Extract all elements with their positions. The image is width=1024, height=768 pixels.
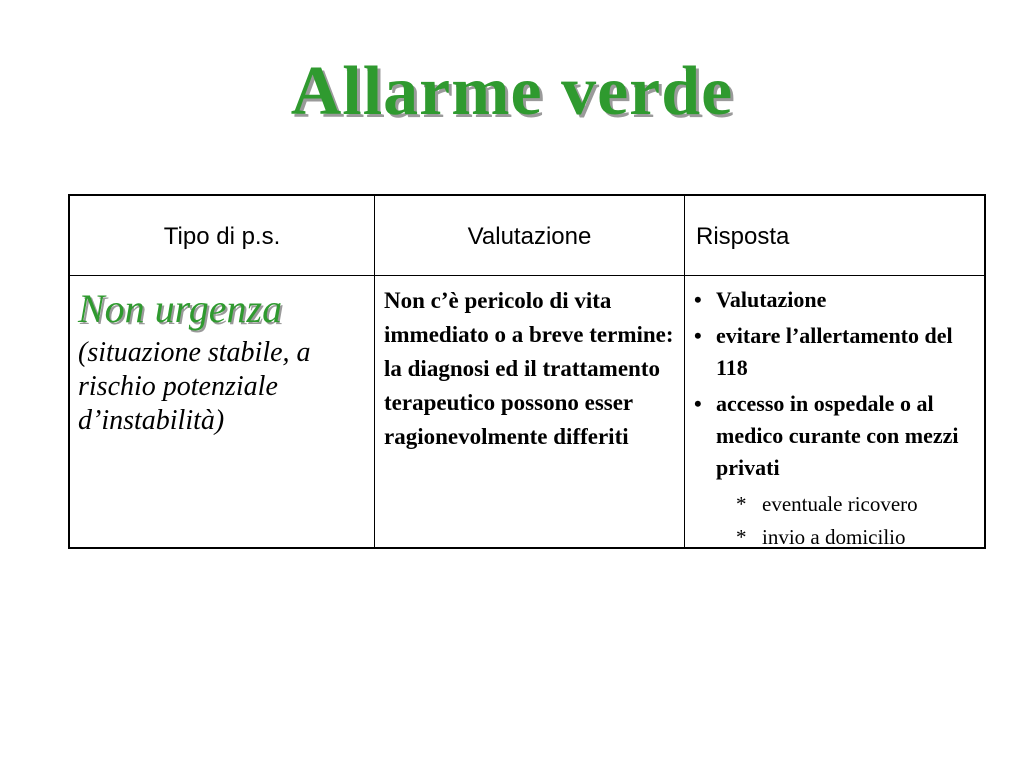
header-valutazione: Valutazione	[467, 223, 592, 250]
column-divider	[684, 196, 685, 547]
cell-risposta	[688, 284, 984, 554]
header-risposta: Risposta	[696, 223, 790, 250]
tipo-label: Non urgenza	[78, 286, 283, 331]
slide-title: Allarme verde	[290, 53, 734, 130]
risposta-sublist	[688, 488, 984, 554]
bullet-icon: •	[694, 323, 702, 348]
bullet-icon: •	[694, 287, 702, 312]
sublist-item-text: eventuale ricovero	[762, 492, 918, 516]
asterisk-icon: *	[736, 492, 747, 516]
header-divider	[70, 275, 984, 276]
risposta-list	[688, 284, 984, 484]
list-item	[688, 320, 984, 384]
triage-table	[68, 194, 986, 549]
sublist-item	[688, 488, 984, 521]
sublist-item	[688, 521, 984, 554]
list-item-text: Valutazione	[716, 287, 827, 312]
list-item	[688, 388, 984, 484]
cell-valutazione: Non c’è pericolo di vita immediato o a breve termine: la diagnosi ed il trattamento terapeutico possono esser ragionevolmente differiti	[384, 288, 674, 449]
asterisk-icon: *	[736, 525, 747, 549]
header-tipo: Tipo di p.s.	[163, 223, 281, 250]
tipo-description: (situazione stabile, a rischio potenziale d’instabilità)	[78, 337, 311, 436]
list-item-text: accesso in ospedale o al medico curante con mezzi privati	[716, 391, 959, 480]
cell-tipo	[78, 284, 374, 438]
sublist-item-text: invio a domicilio	[762, 525, 906, 549]
bullet-icon: •	[694, 391, 702, 416]
list-item-text: evitare l’allertamento del 118	[716, 323, 953, 380]
list-item	[688, 284, 984, 316]
